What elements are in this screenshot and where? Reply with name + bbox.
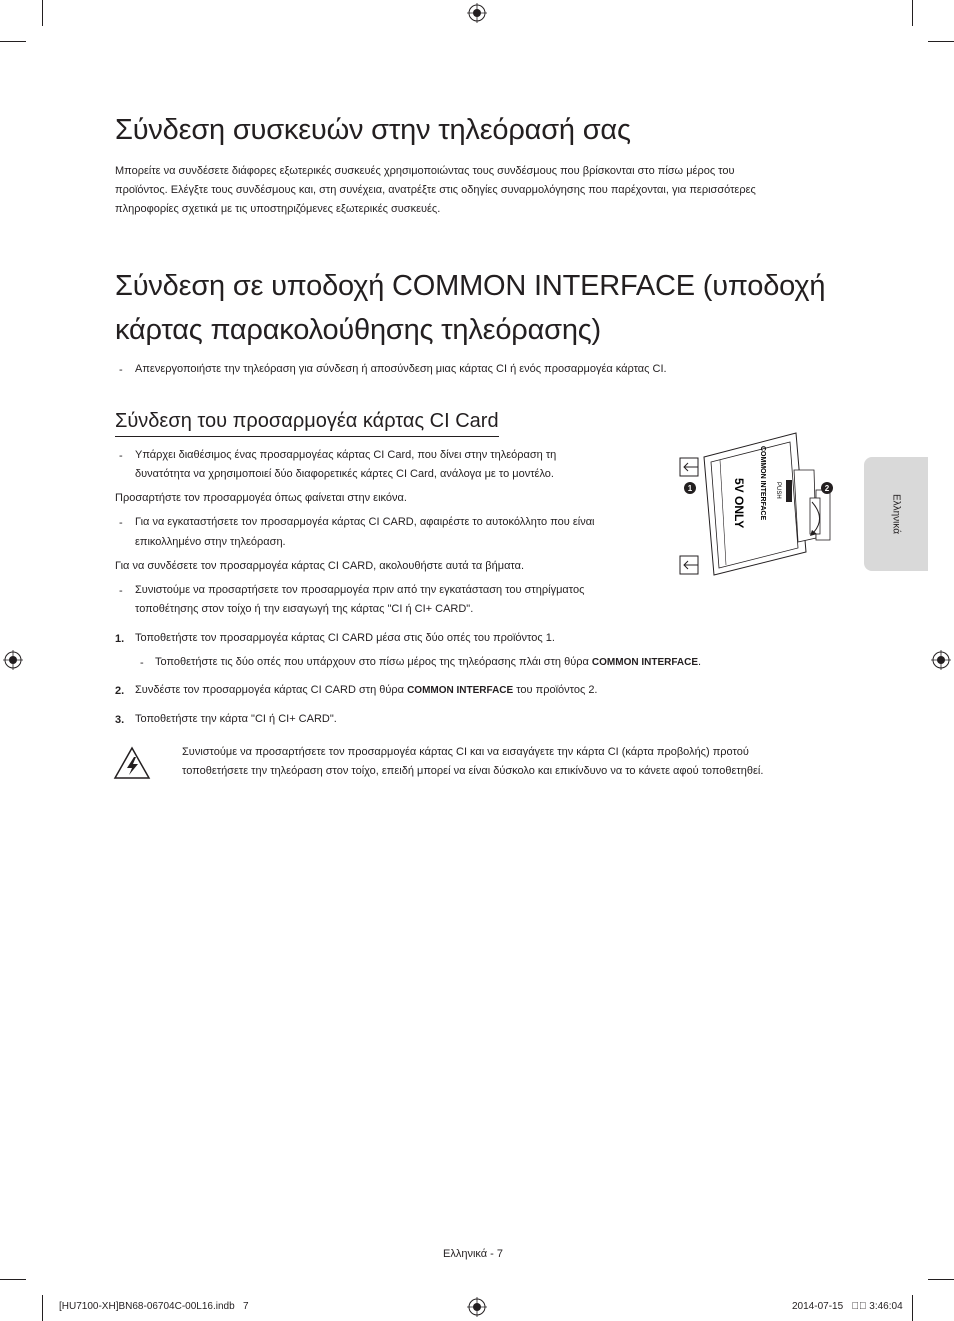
language-tab xyxy=(864,457,928,571)
step-subtext-pre: Τοποθετήστε τις δύο οπές που υπάρχουν στο πίσω μέρος της τηλεόρασης πλάι στη θύρα xyxy=(155,656,592,668)
crop-mark xyxy=(928,1279,954,1280)
step-number: 2. xyxy=(115,685,125,697)
ci-card-adapter-diagram xyxy=(676,430,846,580)
bullet-dash: - xyxy=(119,517,123,529)
caution-icon xyxy=(113,746,151,780)
intro-line: προϊόντος. Ελέγξτε τους συνδέσμους και, στη συνέχεια, ανατρέξτε στις οδηγίες συναρμολόγησης που παρέχονται, για περισσότερες xyxy=(115,184,756,196)
step-text xyxy=(135,681,598,701)
bullet-text: επικολλημένο στην τηλεόραση. xyxy=(135,536,286,548)
bullet-dash: - xyxy=(119,364,123,376)
page-title: Σύνδεση συσκευών στην τηλεόρασή σας xyxy=(115,114,631,146)
crop-mark xyxy=(912,1295,913,1321)
diagram-label-push: PUSH xyxy=(775,482,781,499)
port-name: COMMON INTERFACE xyxy=(591,657,699,668)
diagram-label-ci: COMMON INTERFACE xyxy=(759,446,766,521)
step-subtext xyxy=(155,653,701,673)
intro-line: Μπορείτε να συνδέσετε διάφορες εξωτερικές συσκευές χρησιμοποιώντας τους συνδέσμους που βρίσκονται στο πίσω μέρος του xyxy=(115,165,735,177)
step-text-pre: Συνδέστε τον προσαρμογέα κάρτας CI CARD στη θύρα xyxy=(135,684,408,696)
bullet-dash: - xyxy=(119,585,123,597)
step-text: Τοποθετήστε τον προσαρμογέα κάρτας CI CARD μέσα στις δύο οπές του προϊόντος 1. xyxy=(135,632,555,644)
diagram-marker-2: 2 xyxy=(824,484,830,493)
subsection-title: Σύνδεση του προσαρμογέα κάρτας CI Card xyxy=(115,410,499,437)
footer-file: [HU7100-XH]BN68-06704C-00L16.indb 7 xyxy=(59,1301,249,1312)
paragraph: Προσαρτήστε τον προσαρμογέα όπως φαίνεται στην εικόνα. xyxy=(115,492,407,504)
crop-mark xyxy=(912,0,913,26)
step-number: 1. xyxy=(115,633,125,645)
caution-text: τοποθετήσετε την τηλεόραση στον τοίχο, επειδή μπορεί να είναι δύσκολο και επικίνδυνο να το κάνετε αφού τοποθετηθεί. xyxy=(182,765,764,777)
footer-date: 2014-07-15 ￿￿ 3:46:04 xyxy=(792,1301,903,1312)
crop-mark xyxy=(0,41,26,42)
registration-mark-icon xyxy=(931,650,951,670)
language-tab-label: Ελληνικά xyxy=(890,493,902,535)
crop-mark xyxy=(928,41,954,42)
bullet-dash: - xyxy=(140,657,144,669)
bullet-text: Για να εγκαταστήσετε τον προσαρμογέα κάρτας CI CARD, αφαιρέστε το αυτοκόλλητο που είναι xyxy=(135,516,595,528)
diagram-marker-1: 1 xyxy=(687,484,693,493)
step-text: Τοποθετήστε την κάρτα "CI ή CI+ CARD". xyxy=(135,713,337,725)
page-number: Ελληνικά - 7 xyxy=(443,1248,504,1260)
intro-line: πληροφορίες σχετικά με τις υποστηριζόμενες εξωτερικές συσκευές. xyxy=(115,203,441,215)
section-note: Απενεργοποιήστε την τηλεόραση για σύνδεση ή αποσύνδεση μιας κάρτας CI ή ενός προσαρμογέα κάρτας CI. xyxy=(135,363,667,375)
step-number: 3. xyxy=(115,714,125,726)
port-name: COMMON INTERFACE xyxy=(407,685,514,696)
crop-mark xyxy=(42,1295,43,1321)
bullet-text: Συνιστούμε να προσαρτήσετε τον προσαρμογέα πριν από την εγκατάσταση του στηρίγματος xyxy=(135,584,585,596)
registration-mark-icon xyxy=(467,3,487,23)
bullet-dash: - xyxy=(119,450,123,462)
paragraph: Για να συνδέσετε τον προσαρμογέα κάρτας CI CARD, ακολουθήστε αυτά τα βήματα. xyxy=(115,560,525,572)
bullet-text: δυνατότητα να χρησιμοποιεί δύο διαφορετικές κάρτες CI Card, ανάλογα με το μοντέλο. xyxy=(135,468,554,480)
crop-mark xyxy=(0,1279,26,1280)
bullet-text: τοποθέτησης στον τοίχο ή την εισαγωγή της κάρτας "CI ή CI+ CARD". xyxy=(135,603,474,615)
section-title-line1: Σύνδεση σε υποδοχή COMMON INTERFACE (υποδοχή xyxy=(115,270,826,302)
step-subtext-post: . xyxy=(698,656,702,668)
caution-text: Συνιστούμε να προσαρτήσετε τον προσαρμογέα κάρτας CI και να εισαγάγετε την κάρτα CI (κάρτα προβολής) προτού xyxy=(182,746,749,758)
step-text-post: του προϊόντος 2. xyxy=(513,684,598,696)
registration-mark-icon xyxy=(3,650,23,670)
crop-mark xyxy=(42,0,43,26)
registration-mark-icon xyxy=(467,1297,487,1317)
bullet-text: Υπάρχει διαθέσιμος ένας προσαρμογέας κάρτας CI Card, που δίνει στην τηλεόραση τη xyxy=(135,449,557,461)
diagram-label-5v: 5V ONLY xyxy=(732,478,746,529)
section-title-line2: κάρτας παρακολούθησης τηλεόρασης) xyxy=(115,314,602,346)
